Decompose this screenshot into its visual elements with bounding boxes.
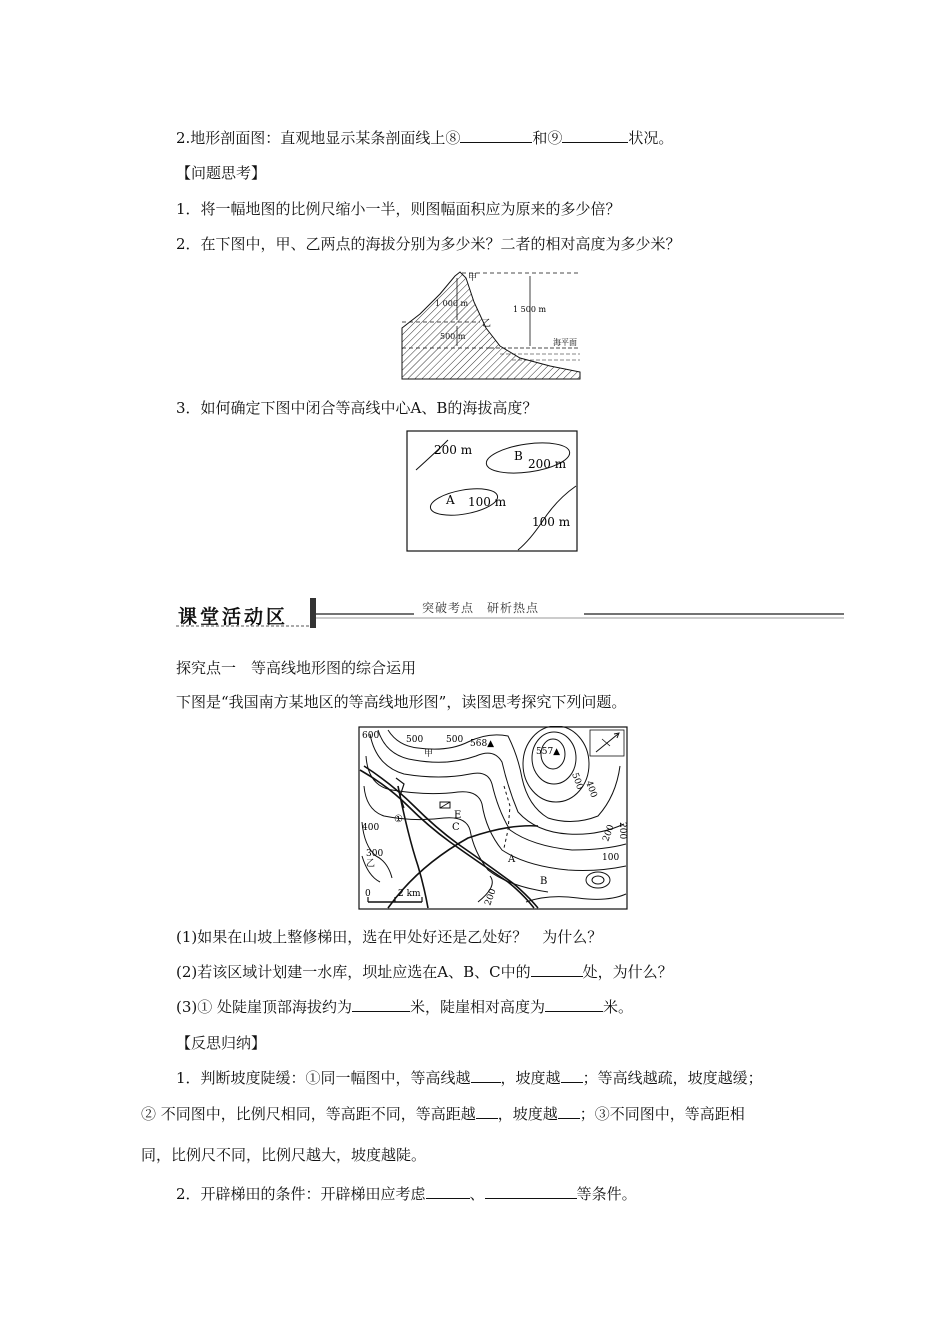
map-label-E: E: [454, 810, 462, 821]
q3-mid: 米，陡崖相对高度为: [410, 998, 546, 1016]
map-label-A: A: [508, 854, 516, 865]
r1-e: ，坡度越: [497, 1105, 558, 1123]
item2-prefix: 2.地形剖面图：直观地显示某条剖面线上⑧: [176, 129, 461, 147]
map-label-400-b: 400: [362, 823, 380, 833]
blank-9[interactable]: [562, 128, 628, 143]
banner-subtitle: 突破考点 研析热点: [422, 601, 540, 615]
r2-a: 2．开辟梯田的条件：开辟梯田应考虑: [176, 1185, 426, 1203]
map-label-568: 568▲: [470, 739, 495, 749]
map-label-200-c: 200: [483, 887, 499, 908]
blank-slope[interactable]: [558, 1104, 580, 1119]
section-heading-summary: 【反思归纳】: [176, 1034, 267, 1052]
map-label-600: 600: [362, 731, 380, 741]
label-jia: 甲: [468, 273, 478, 283]
question-1: 1．将一幅地图的比例尺缩小一半，则图幅面积应为原来的多少倍？: [176, 200, 621, 218]
closed-contour-figure: [406, 430, 578, 552]
summary-2: [176, 1184, 637, 1204]
summary-1-line-c: 同，比例尺不同，比例尺越大，坡度越陡。: [141, 1146, 427, 1164]
label-B: B: [514, 449, 523, 463]
question-3: 3．如何确定下图中闭合等高线中心A、B的海拔高度？: [176, 399, 538, 417]
blank-dam[interactable]: [531, 962, 583, 977]
r1-c: ；等高线越疏，坡度越缓；: [582, 1069, 763, 1087]
scale-label-0: 0: [365, 889, 371, 899]
scale-label-2km: 2 km: [398, 889, 421, 899]
map-label-400-a: 400: [583, 779, 599, 800]
map-label-300: 300: [366, 849, 384, 859]
q3-suffix: 米。: [603, 998, 634, 1016]
map-label-500-a: 500: [406, 735, 424, 745]
r1-f: ；③不同图中，等高距相: [579, 1105, 745, 1123]
blank-condition-2[interactable]: [485, 1184, 577, 1199]
blank-cliff-height[interactable]: [545, 997, 603, 1012]
q2-prefix: (2)若该区域计划建一水库，坝址应选在A、B、C中的: [176, 963, 531, 981]
banner-title: 课堂活动区: [178, 606, 289, 628]
label-yi: 乙: [482, 319, 492, 329]
r2-b: 、: [469, 1185, 485, 1203]
q2-suffix: 处，为什么？: [582, 963, 673, 981]
question-s2-1: (1)如果在山坡上整修梯田，选在甲处好还是乙处好？ 为什么？: [176, 928, 603, 946]
map-label-B: B: [540, 876, 548, 887]
question-s2-3: [176, 997, 633, 1017]
map-label-jia: 甲: [424, 749, 434, 759]
r2-c: 等条件。: [576, 1185, 637, 1203]
map-label-200-a: 200: [617, 822, 627, 840]
summary-1-line-a: [176, 1068, 763, 1088]
blank-cliff-top[interactable]: [352, 997, 410, 1012]
classroom-banner: [176, 598, 846, 632]
label-1000m: 1 000 m: [435, 299, 469, 308]
blank-dense[interactable]: [471, 1068, 501, 1083]
map-label-C: C: [452, 822, 460, 833]
label-A: A: [446, 493, 455, 507]
explore-point-title: 探究点一 等高线地形图的综合运用: [176, 659, 417, 677]
contour-map-figure: [358, 726, 628, 910]
map-label-500-c: 500: [569, 771, 585, 792]
question-s2-2: [176, 962, 673, 982]
item2-suffix: 状况。: [628, 129, 674, 147]
r1-a: 1．判断坡度陡缓：①同一幅图中，等高线越: [176, 1069, 471, 1087]
explore-intro: 下图是“我国南方某地区的等高线地形图”，读图思考探究下列问题。: [176, 693, 627, 711]
item2-mid: 和⑨: [532, 129, 563, 147]
map-label-500-b: 500: [446, 735, 464, 745]
map-label-557: 557▲: [536, 747, 561, 757]
label-500m: 500 m: [440, 332, 466, 341]
profile-figure: [400, 266, 582, 380]
q3-prefix: (3)① 处陡崖顶部海拔约为: [176, 998, 353, 1016]
blank-steep[interactable]: [561, 1068, 583, 1083]
section-heading-questions: 【问题思考】: [176, 164, 267, 182]
label-1500m: 1 500 m: [513, 305, 547, 314]
blank-condition-1[interactable]: [426, 1184, 470, 1199]
label-200-right: 200 m: [528, 457, 567, 471]
question-2: 2．在下图中，甲、乙两点的海拔分别为多少米？二者的相对高度为多少米？: [176, 235, 681, 253]
blank-interval[interactable]: [476, 1104, 498, 1119]
map-label-1: ①: [394, 814, 403, 825]
map-label-200-b: 200: [601, 823, 617, 844]
item2-line: [176, 128, 673, 148]
map-label-yi: 乙: [366, 859, 376, 869]
label-100-inner: 100 m: [468, 495, 507, 509]
r1-d: ② 不同图中，比例尺相同，等高距不同，等高距越: [141, 1105, 476, 1123]
label-100-outer: 100 m: [532, 515, 571, 529]
map-label-100: 100: [602, 853, 620, 863]
r1-b: ，坡度越: [500, 1069, 561, 1087]
label-sea-level: 海平面: [553, 338, 577, 347]
summary-1-line-b: [141, 1104, 745, 1124]
label-200-left: 200 m: [434, 443, 473, 457]
blank-8[interactable]: [460, 128, 532, 143]
